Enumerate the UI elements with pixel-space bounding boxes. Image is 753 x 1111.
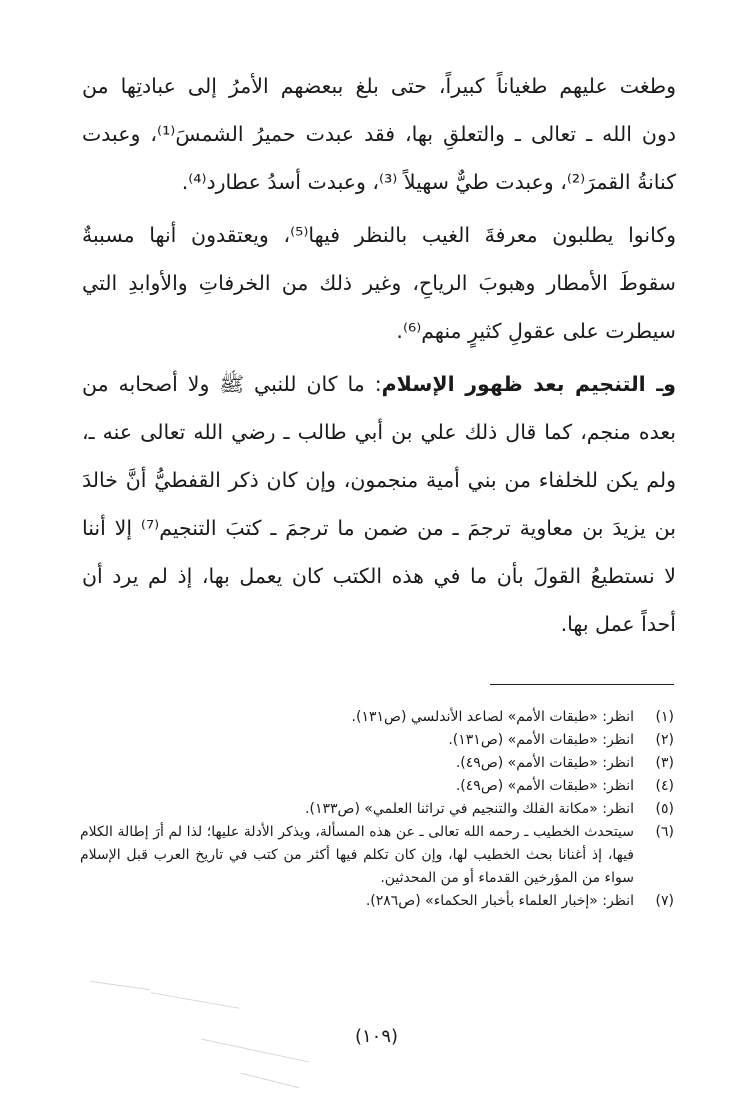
text-line: وطغت عليهم طغياناً كبيراً، حتى بلغ ببعضهم الأمرُ إلى عبادتِها من [82, 74, 676, 98]
scan-artifact [241, 1073, 299, 1088]
footnote-number: (٧) [655, 893, 674, 909]
footnote-text: انظر: «طبقات الأمم» (ص٤٩). [455, 755, 634, 771]
footnote-text: انظر: «طبقات الأمم» (ص٤٩). [455, 778, 634, 794]
footnote-number: (١) [655, 709, 674, 725]
scan-artifact [90, 981, 150, 990]
scan-artifact [151, 992, 240, 1009]
text-line: وكانوا يطلبون معرفةَ الغيب بالنظر فيها⁽⁵⁾، ويعتقدون أنها مسببةٌ [82, 223, 676, 247]
footnotes [80, 706, 674, 913]
footnote-number: (٣) [655, 755, 674, 771]
text-line: لا نستطيعُ القولَ بأن ما في هذه الكتب كان يعمل بها، إذ لم يرد أن [82, 564, 676, 588]
footnote-text: انظر: «طبقات الأمم» لصاعد الأندلسي (ص١٣١). [351, 709, 634, 725]
text-line: ولم يكن للخلفاء من بني أمية منجمون، وإن كان ذكر القفطيُّ أنَّ خالدَ [82, 468, 676, 492]
footnote-item [80, 821, 674, 890]
footnote-item [80, 706, 674, 729]
paragraph-worship-of-stars [82, 62, 676, 206]
footnote-text: انظر: «إخبار العلماء بأخبار الحكماء» (ص٢٨٦). [365, 893, 634, 909]
footnote-number: (٢) [655, 732, 674, 748]
footnote-item [80, 775, 674, 798]
page-number: (١٠٩) [354, 1026, 399, 1047]
text-line-with-heading [82, 360, 676, 408]
footnote-separator [490, 684, 674, 685]
section-heading: وـ التنجيم بعد ظهور الإسلام [381, 372, 676, 396]
text-line: سيطرت على عقولِ كثيرٍ منهم⁽⁶⁾. [396, 319, 676, 343]
paragraph-seeking-unseen [82, 211, 676, 355]
text-line: سقوطَ الأمطار وهبوبَ الرياحِ، وغير ذلك من الخرفاتِ والأوابدِ التي [82, 271, 676, 295]
footnote-item [80, 890, 674, 913]
footnote-text: سيتحدث الخطيب ـ رحمه الله تعالى ـ عن هذه المسألة، ويذكر الأدلة عليها؛ لذا لم أرَ إطالة الكلام فيها، إذ أغنانا بحث الخطيب لها، وإن كان تكلم فيها أكثر من كتب في تاريخ العرب قبل الإسلام سواء من المؤرخين القدماء أو من المحدثين. [80, 824, 634, 886]
footnote-number: (٥) [655, 801, 674, 817]
text-line: أحداً عمل بها. [560, 612, 676, 636]
text-line: دون الله ـ تعالى ـ والتعلقِ بها، فقد عبدت حميرُ الشمسَ⁽¹⁾، وعبدت [82, 122, 676, 146]
text-line: بن يزيدَ بن معاوية ترجمَ ـ من ضمن ما ترجمَ ـ كتبَ التنجيم⁽⁷⁾ إلا أننا [82, 516, 676, 540]
footnote-text: انظر: «مكانة الفلك والتنجيم في تراثنا العلمي» (ص١٣٣). [305, 801, 634, 817]
paragraph-astrology-after-islam [82, 360, 676, 648]
footnote-item [80, 729, 674, 752]
footnote-item [80, 752, 674, 775]
footnote-text: انظر: «طبقات الأمم» (ص١٣١). [448, 732, 634, 748]
footnote-number: (٤) [655, 778, 674, 794]
heading-line-rest: : ما كان للنبي ﷺ ولا أصحابه من [82, 372, 382, 396]
text-line: كنانةُ القمرَ⁽²⁾، وعبدت طيٌّ سهيلاً ⁽³⁾، وعبدت أسدُ عطارد⁽⁴⁾. [181, 170, 676, 194]
text-line: بعده منجم، كما قال ذلك علي بن أبي طالب ـ رضي الله تعالى عنه ـ، [82, 420, 676, 444]
footnote-number: (٦) [655, 824, 674, 840]
footnote-item [80, 798, 674, 821]
